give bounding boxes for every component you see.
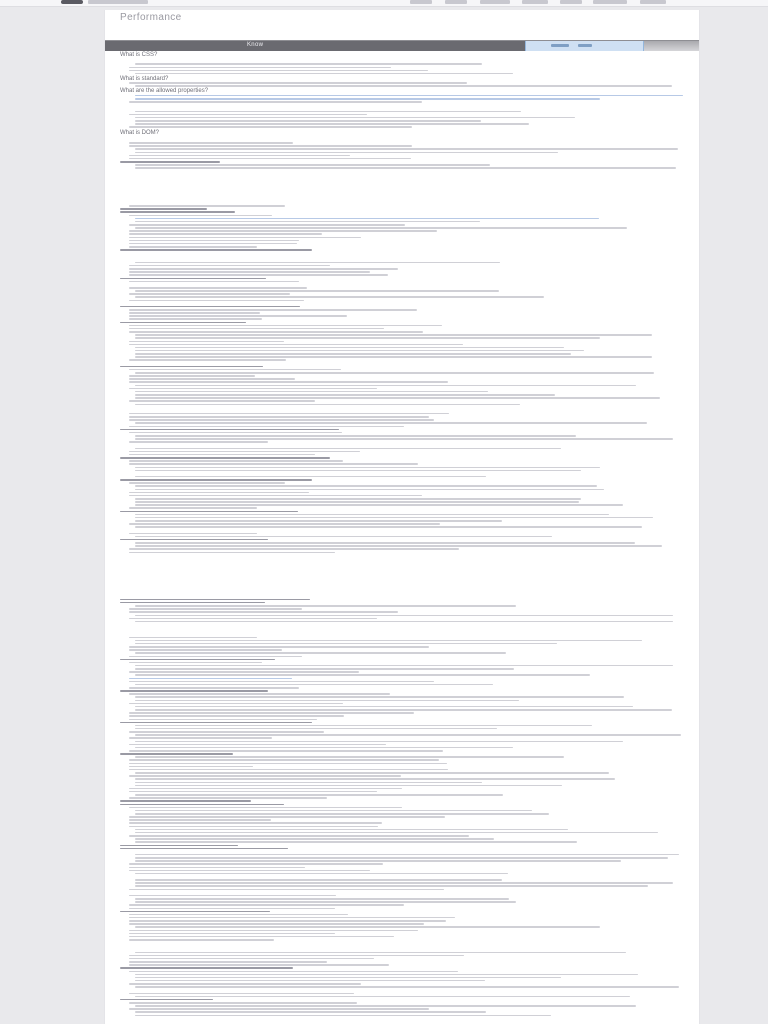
text-line: [129, 300, 304, 302]
text-line: [135, 756, 564, 758]
text-line: [129, 908, 335, 910]
text-line: [129, 1008, 429, 1010]
text-line: [129, 904, 404, 906]
text-line: [129, 375, 255, 377]
text-line: [135, 605, 516, 607]
text-line: [129, 451, 360, 453]
text-line: [129, 822, 382, 824]
question-heading: [120, 599, 310, 601]
text-line: [135, 885, 648, 887]
text-line: [135, 536, 552, 538]
nav-link-7[interactable]: [640, 0, 666, 4]
text-line: [135, 117, 575, 119]
text-line: [129, 867, 305, 869]
text-line: [135, 926, 600, 928]
text-line: [129, 463, 418, 465]
question-heading: [120, 753, 233, 755]
text-line: [129, 662, 262, 664]
text-line: [135, 621, 673, 623]
text-line: [135, 98, 600, 100]
text-line: [129, 763, 447, 765]
text-line: [129, 82, 467, 84]
text-line: [135, 747, 513, 749]
text-line: [135, 734, 681, 736]
text-line: [135, 448, 561, 450]
question-heading: [120, 457, 330, 459]
text-line: [135, 813, 549, 815]
text-line: [129, 971, 458, 973]
text-line: [135, 879, 502, 881]
text-line: [129, 533, 257, 535]
text-line: [135, 111, 521, 113]
question-heading: [120, 211, 235, 213]
question-heading: [120, 278, 266, 280]
header-band-label: Know: [247, 42, 264, 48]
header-band-dark: [105, 41, 525, 51]
text-line: [135, 404, 520, 406]
section-heading: What is CSS?: [120, 52, 158, 58]
question-heading: [120, 845, 238, 847]
text-line: [129, 719, 317, 721]
text-line: [135, 520, 502, 522]
header-band-chip: [578, 44, 592, 47]
section-heading: What is DOM?: [120, 130, 160, 136]
browser-top-bar: [0, 0, 768, 7]
text-line: [129, 441, 268, 443]
text-line: [135, 148, 678, 150]
text-line: [135, 901, 516, 903]
text-line: [135, 394, 555, 396]
text-line: [129, 388, 377, 390]
text-line: [129, 145, 412, 147]
text-line: [135, 741, 623, 743]
text-line: [129, 964, 389, 966]
text-line: [135, 435, 576, 437]
text-line: [129, 312, 260, 314]
text-line: [129, 271, 370, 273]
question-heading: [120, 999, 213, 1001]
text-line: [135, 700, 519, 702]
text-line: [129, 895, 336, 897]
text-line: [135, 829, 568, 831]
question-heading: [120, 539, 268, 541]
text-line: [135, 772, 609, 774]
text-line: [129, 268, 398, 270]
text-line: [129, 889, 444, 891]
text-line: [129, 205, 285, 207]
text-line: [135, 794, 503, 796]
text-line: [129, 923, 424, 925]
text-line: [135, 476, 486, 478]
text-line: [129, 359, 286, 361]
text-line: [129, 826, 378, 828]
text-line: [135, 832, 658, 834]
text-line: [129, 816, 445, 818]
text-line: [129, 920, 446, 922]
text-line: [135, 350, 584, 352]
text-line: [129, 246, 257, 248]
text-line: [135, 167, 676, 169]
text-line: [135, 882, 673, 884]
text-line: [129, 142, 293, 144]
text-line: [129, 712, 414, 714]
text-line: [129, 703, 343, 705]
text-line: [129, 936, 394, 938]
text-line: [129, 454, 315, 456]
text-line: [135, 643, 557, 645]
text-line: [129, 237, 361, 239]
nav-link-6[interactable]: [593, 0, 627, 4]
text-line: [129, 243, 297, 245]
section-heading: What are the allowed properties?: [120, 88, 209, 94]
text-line: [129, 958, 374, 960]
text-line: [129, 158, 411, 160]
text-line: [129, 917, 455, 919]
text-line: [129, 775, 401, 777]
text-line: [129, 693, 390, 695]
text-line: [135, 857, 668, 859]
question-heading: [120, 722, 312, 724]
text-line: [129, 230, 437, 232]
text-line: [129, 67, 391, 69]
text-line: [129, 766, 253, 768]
text-line: [135, 696, 624, 698]
text-line: [129, 930, 418, 932]
text-line: [135, 262, 500, 264]
logo-icon: [61, 0, 83, 4]
text-line: [129, 637, 257, 639]
section-heading: What is standard?: [120, 76, 169, 82]
question-heading: [120, 800, 251, 802]
text-line: [135, 1011, 486, 1013]
question-heading: [120, 366, 263, 368]
text-line: [129, 681, 434, 683]
text-line: [129, 101, 422, 103]
text-line: [129, 744, 386, 746]
text-line: [129, 914, 348, 916]
text-line: [135, 977, 561, 979]
text-line: [135, 980, 485, 982]
text-line: [129, 731, 324, 733]
text-line: [135, 73, 513, 75]
text-line: [135, 385, 636, 387]
text-line: [129, 1002, 357, 1004]
text-line: [129, 678, 292, 680]
text-line: [135, 526, 642, 528]
question-heading: [120, 249, 312, 251]
text-line: [129, 548, 459, 550]
text-line: [135, 652, 506, 654]
text-line: [135, 841, 577, 843]
text-line: [129, 325, 442, 327]
text-line: [129, 460, 343, 462]
text-line: [129, 419, 434, 421]
text-line: [135, 615, 673, 617]
text-line: [135, 684, 493, 686]
text-line: [135, 438, 673, 440]
text-line: [135, 782, 482, 784]
text-line: [135, 665, 673, 667]
text-line: [129, 155, 350, 157]
text-line: [129, 737, 272, 739]
text-line: [135, 85, 672, 87]
header-band: [105, 40, 699, 51]
text-line: [135, 838, 494, 840]
text-line: [135, 504, 623, 506]
text-line: [135, 296, 544, 298]
text-line: [135, 347, 564, 349]
text-line: [129, 788, 402, 790]
text-line: [135, 517, 653, 519]
text-line: [135, 668, 514, 670]
text-line: [135, 498, 581, 500]
text-line: [135, 470, 581, 472]
text-line: [135, 514, 609, 516]
text-line: [129, 715, 344, 717]
text-line: [129, 687, 299, 689]
text-line: [129, 274, 388, 276]
text-line: [135, 986, 679, 988]
text-line: [129, 769, 448, 771]
text-line: [135, 640, 642, 642]
text-line: [135, 120, 481, 122]
question-heading: [120, 161, 220, 163]
question-heading: [120, 429, 339, 431]
text-line: [129, 835, 469, 837]
nav-link-1[interactable]: [410, 0, 432, 4]
text-line: [135, 810, 532, 812]
text-line: [135, 725, 592, 727]
text-line: [129, 863, 383, 865]
page-title: Performance: [120, 12, 182, 23]
text-line: [129, 618, 377, 620]
question-heading: [120, 511, 298, 513]
text-line: [129, 523, 440, 525]
text-line: [135, 952, 626, 954]
text-line: [135, 227, 627, 229]
text-line: [135, 728, 497, 730]
text-line: [129, 126, 412, 128]
text-line: [135, 152, 558, 154]
text-line: [135, 674, 590, 676]
text-line: [129, 378, 295, 380]
text-line: [135, 334, 652, 336]
text-line: [129, 939, 274, 941]
text-line: [129, 759, 439, 761]
question-heading: [120, 804, 284, 806]
text-line: [135, 290, 499, 292]
nav-link-2[interactable]: [445, 0, 467, 4]
text-line: [129, 611, 398, 613]
text-line: [135, 467, 600, 469]
text-line: [129, 400, 315, 402]
text-line: [129, 432, 342, 434]
text-line: [135, 974, 638, 976]
text-line: [129, 331, 423, 333]
text-line: [129, 309, 417, 311]
text-line: [129, 114, 367, 116]
text-line: [129, 281, 299, 283]
text-line: [129, 933, 335, 935]
text-line: [135, 1005, 636, 1007]
text-line: [129, 315, 347, 317]
text-line: [135, 1015, 551, 1017]
question-heading: [120, 208, 207, 210]
text-line: [129, 70, 428, 72]
text-line: [129, 482, 285, 484]
text-line: [135, 542, 635, 544]
text-line: [129, 369, 341, 371]
question-heading: [120, 690, 268, 692]
text-line: [135, 996, 630, 998]
text-line: [129, 807, 402, 809]
text-line: [129, 552, 335, 554]
question-heading: [120, 911, 270, 913]
text-line: [135, 356, 652, 358]
text-line: [129, 819, 271, 821]
text-line: [129, 381, 448, 383]
text-line: [129, 492, 309, 494]
text-line: [129, 413, 449, 415]
text-line: [129, 646, 429, 648]
text-line: [129, 797, 327, 799]
text-line: [135, 785, 562, 787]
question-heading: [120, 659, 275, 661]
text-line: [129, 416, 429, 418]
question-heading: [120, 322, 246, 324]
nav-link-3[interactable]: [480, 0, 510, 4]
text-line: [129, 287, 307, 289]
text-line: [135, 353, 571, 355]
text-line: [129, 233, 322, 235]
text-line: [135, 422, 647, 424]
text-line: [135, 63, 482, 65]
text-line: [129, 341, 284, 343]
text-line: [135, 164, 490, 166]
text-line: [129, 426, 404, 428]
text-line: [135, 545, 662, 547]
text-line: [135, 221, 480, 223]
text-line: [135, 860, 621, 862]
header-band-chip: [551, 44, 569, 47]
text-line: [129, 224, 405, 226]
question-heading: [120, 967, 293, 969]
nav-link-4[interactable]: [522, 0, 548, 4]
text-line: [135, 709, 672, 711]
browser-tab[interactable]: [88, 0, 148, 4]
text-line: [135, 706, 633, 708]
text-line: [129, 750, 443, 752]
text-line: [129, 671, 359, 673]
question-heading: [120, 306, 300, 308]
text-line: [129, 993, 354, 995]
text-line: [129, 507, 257, 509]
text-line: [135, 95, 683, 97]
text-line: [129, 961, 327, 963]
text-line: [129, 344, 463, 346]
text-line: [129, 265, 330, 267]
text-line: [135, 218, 599, 220]
text-line: [135, 898, 509, 900]
question-heading: [120, 602, 265, 604]
text-line: [129, 649, 282, 651]
text-line: [135, 489, 604, 491]
text-line: [129, 870, 370, 872]
text-line: [135, 778, 615, 780]
text-line: [129, 495, 422, 497]
text-line: [129, 656, 302, 658]
text-line: [129, 608, 302, 610]
text-line: [135, 337, 600, 339]
text-line: [135, 854, 679, 856]
text-line: [129, 240, 299, 242]
text-line: [129, 955, 464, 957]
text-line: [135, 873, 508, 875]
text-line: [135, 485, 597, 487]
question-heading: [120, 848, 288, 850]
text-line: [135, 397, 660, 399]
text-line: [135, 123, 529, 125]
document-sheet: [104, 10, 700, 1024]
question-heading: [120, 479, 312, 481]
text-line: [129, 328, 384, 330]
text-line: [135, 372, 654, 374]
nav-link-5[interactable]: [560, 0, 582, 4]
text-line: [135, 391, 488, 393]
text-line: [129, 215, 272, 217]
text-line: [129, 293, 290, 295]
text-line: [129, 791, 377, 793]
text-line: [129, 983, 361, 985]
text-line: [129, 318, 262, 320]
text-line: [135, 501, 579, 503]
